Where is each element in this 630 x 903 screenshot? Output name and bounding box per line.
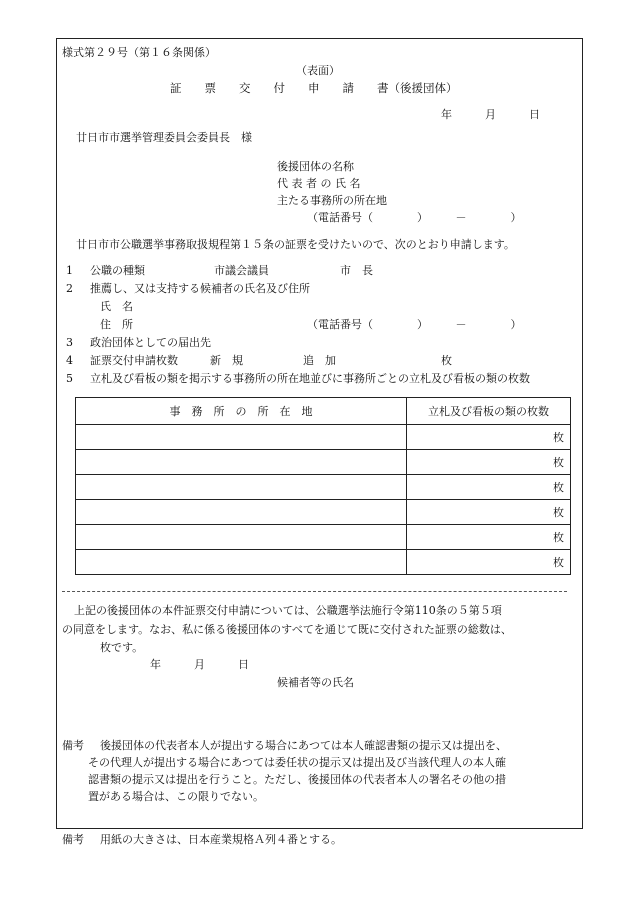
item-3-label: 政治団体としての届出先 [90, 336, 211, 349]
org-name-label: 後援団体の名称 [277, 160, 354, 173]
item-1-number: 1 [66, 264, 73, 277]
remarks-line-2: その代理人が提出する場合にあつては委任状の提示又は提出及び当該代理人の本人確 [88, 756, 506, 769]
remarks-line-1: 後援団体の代表者本人が提出する場合にあつては本人確認書類の提示又は提出を、 [100, 739, 507, 752]
table-row [76, 550, 571, 575]
side-label: （表面） [296, 64, 340, 77]
table-row [76, 525, 571, 550]
table-row [76, 450, 571, 475]
consent-line-2: の同意をします。なお、私に係る後援団体のすべてを通じて既に交付された証票の総数は、 [62, 623, 512, 636]
cut-line-divider [62, 591, 567, 592]
item-4-number: 4 [66, 354, 73, 367]
column-header-sign-count: 立札及び看板の類の枚数 [407, 398, 571, 425]
consent-date: 年 月 日 [150, 658, 249, 671]
remarks-line-4: 置がある場合は、この限りでない。 [88, 790, 264, 803]
sign-count-cell[interactable]: 枚 [407, 450, 571, 475]
item-5-label: 立札及び看板の類を掲示する事務所の所在地並びに事務所ごとの立札及び看板の類の枚数 [90, 372, 530, 385]
remarks-label: 備考 [62, 739, 84, 752]
office-address-cell[interactable] [76, 475, 407, 500]
item-2-label: 推薦し、又は支持する候補者の氏名及び住所 [90, 282, 310, 295]
office-address-cell[interactable] [76, 550, 407, 575]
sign-count-cell[interactable]: 枚 [407, 525, 571, 550]
submission-date: 年 月 日 [441, 108, 540, 121]
consent-line-1: 上記の後援団体の本件証票交付申請については、公職選挙法施行令第110条の５第５項 [74, 604, 502, 617]
table-row [76, 475, 571, 500]
candidate-address-label: 住 所 [100, 318, 133, 331]
applicant-phone: （電話番号（ ） － ） [307, 211, 522, 224]
footer-label: 備考 [62, 833, 84, 846]
footer-note: 用紙の大きさは、日本産業規格Ａ列４番とする。 [100, 833, 342, 846]
item-1-label: 公職の種類 [90, 264, 145, 277]
sign-count-cell[interactable]: 枚 [407, 475, 571, 500]
table-row [76, 500, 571, 525]
rep-name-label: 代 表 者 の 氏 名 [277, 177, 361, 190]
table-row [76, 425, 571, 450]
candidate-name-label: 氏 名 [100, 300, 133, 313]
office-address-label: 主たる事務所の所在地 [277, 194, 387, 207]
office-table [75, 397, 571, 575]
addressee: 廿日市市選挙管理委員会委員長 様 [76, 131, 252, 144]
consent-line-3: 枚です。 [100, 641, 144, 654]
office-address-cell[interactable] [76, 450, 407, 475]
item-4-label: 証票交付申請枚数 [90, 354, 178, 367]
office-address-cell[interactable] [76, 525, 407, 550]
candidate-phone: （電話番号（ ） － ） [307, 318, 522, 331]
item-2-number: 2 [66, 282, 73, 295]
office-address-cell[interactable] [76, 500, 407, 525]
item-4-new: 新 規 [210, 354, 243, 367]
item-1-option-mayor: 市 長 [340, 264, 373, 277]
sign-count-cell[interactable]: 枚 [407, 500, 571, 525]
table-header-row [76, 398, 571, 425]
form-number: 様式第２９号（第１６条関係） [62, 46, 216, 59]
sign-count-cell[interactable]: 枚 [407, 550, 571, 575]
item-5-number: 5 [66, 372, 73, 385]
form-title: 証 票 交 付 申 請 書（後援団体） [170, 81, 458, 95]
candidate-name-signature-label: 候補者等の氏名 [277, 676, 354, 689]
item-1-option-council: 市議会議員 [214, 264, 269, 277]
remarks-line-3: 認書類の提示又は提出を行うこと。ただし、後援団体の代表者本人の署名その他の措 [88, 773, 506, 786]
office-address-cell[interactable] [76, 425, 407, 450]
item-3-number: 3 [66, 336, 73, 349]
item-4-additional: 追 加 [303, 354, 336, 367]
column-header-office-address: 事 務 所 の 所 在 地 [76, 398, 407, 425]
intro-text: 廿日市市公職選挙事務取扱規程第１５条の証票を受けたいので、次のとおり申請します。 [76, 238, 515, 251]
item-4-unit: 枚 [441, 354, 452, 367]
sign-count-cell[interactable]: 枚 [407, 425, 571, 450]
